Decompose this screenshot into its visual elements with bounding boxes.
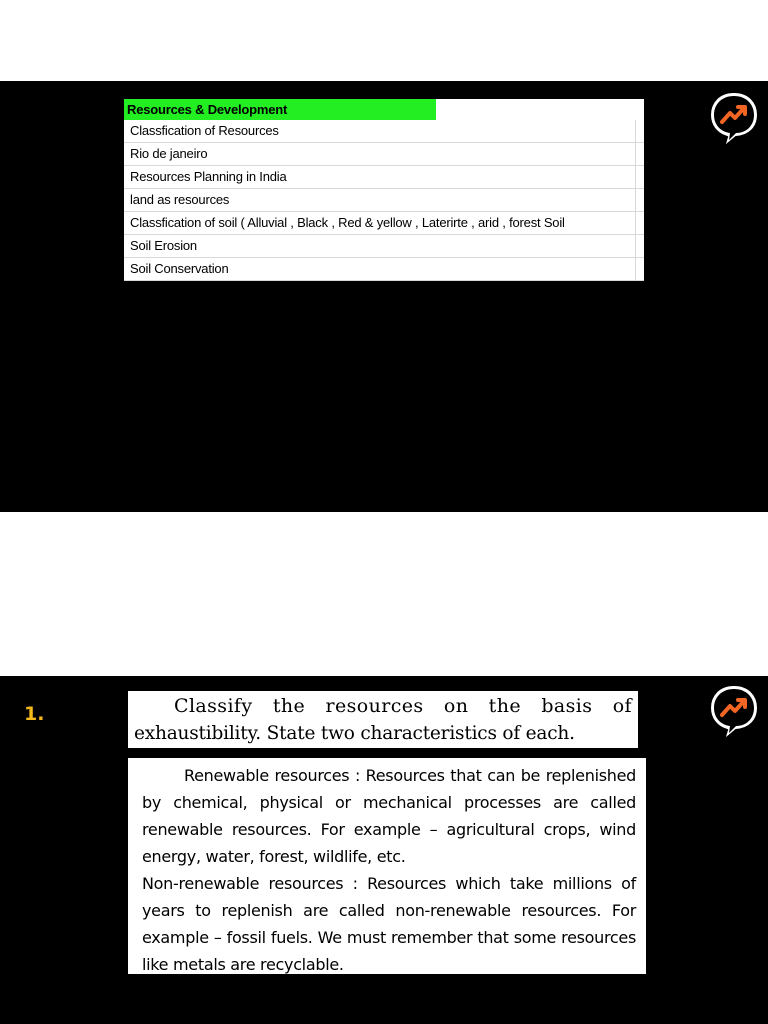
table-cell: Classfication of Resources [130,120,636,142]
answer-non-renewable: Non-renewable resources : Resources which take millions of years to replenish are called non-renewable resources. For example – fossil fuels. We must remember that some resources like metals are recyclable. [142,874,636,974]
table-cell: Soil Erosion [130,235,636,257]
question-line-1: Classify the resources on the basis of [174,695,632,717]
table-cell: Resources Planning in India [130,166,636,188]
table-cell: land as resources [130,189,636,211]
trending-chat-bubble-icon [706,680,762,744]
question-box [128,691,638,748]
table-row [124,258,644,281]
topics-table [124,99,644,281]
question-line-2: exhaustibility. State two characteristics of each. [134,723,575,744]
table-row [124,212,644,235]
table-row [124,120,644,143]
table-row [124,235,644,258]
table-row [124,166,644,189]
answer-box [128,758,646,974]
table-cell: Soil Conservation [130,258,636,280]
slide-topics [0,81,768,512]
slide-question [0,676,768,1024]
question-number: 1. [24,703,45,725]
trending-chat-bubble-icon [706,87,762,151]
table-row [124,143,644,166]
table-header-row [124,99,644,120]
table-cell: Rio de janeiro [130,143,636,165]
answer-renewable: Renewable resources : Resources that can be replenished by chemical, physical or mechanical processes are called renewable resources. For example – agricultural crops, wind energy, water, forest, wildlife, etc. [142,766,636,866]
table-header: Resources & Development [124,99,436,120]
table-cell: Classfication of soil ( Alluvial , Black , Red & yellow , Laterirte , arid , forest Soil [130,212,636,234]
table-row [124,189,644,212]
